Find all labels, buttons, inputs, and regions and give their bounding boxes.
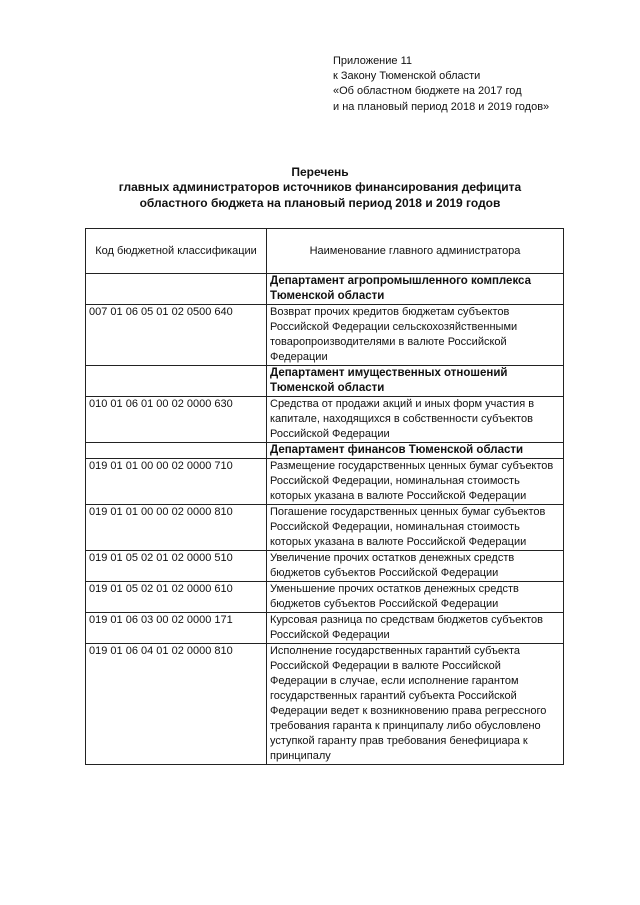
header-code: Код бюджетной классификации [86, 229, 267, 274]
table-row [86, 459, 564, 505]
appendix-note [333, 54, 549, 115]
table-row [86, 443, 564, 459]
table-row [86, 505, 564, 551]
appendix-line: Приложение 11 [333, 55, 412, 67]
appendix-line: к Закону Тюменской области [333, 70, 481, 83]
header-name: Наименование главного администратора [267, 229, 564, 274]
code-cell: 010 01 06 01 00 02 0000 630 [86, 397, 267, 443]
department-name-cell: Департамент агропромышленного комплекса Тюменской области [267, 274, 564, 305]
administrators-table [85, 228, 564, 765]
table-row [86, 274, 564, 305]
name-cell: Размещение государственных ценных бумаг субъектов Российской Федерации, номинальная стоимость которых указана в валюте Российской Федерации [267, 459, 564, 505]
code-cell: 019 01 01 00 00 02 0000 810 [86, 505, 267, 551]
table-row [86, 397, 564, 443]
code-cell: 019 01 01 00 00 02 0000 710 [86, 459, 267, 505]
name-cell: Исполнение государственных гарантий субъекта Российской Федерации в валюте Российской Федерации в случае, если исполнение гарантом государственных гарантий субъекта Российской Федерации ведет к возникновению права регрессного требования гаранта к принципалу либо обусловлено уступкой гаранту прав требования бенефициара к принципалу [267, 644, 564, 765]
document-title [0, 165, 640, 211]
code-cell: 019 01 05 02 01 02 0000 510 [86, 551, 267, 582]
table-body [86, 274, 564, 765]
name-cell: Курсовая разница по средствам бюджетов субъектов Российской Федерации [267, 613, 564, 644]
name-cell: Средства от продажи акций и иных форм участия в капитале, находящихся в собственности субъектов Российской Федерации [267, 397, 564, 443]
code-cell [86, 366, 267, 397]
table-row [86, 366, 564, 397]
title-line: главных администраторов источников финансирования дефицита [118, 180, 522, 195]
code-cell [86, 274, 267, 305]
code-cell: 019 01 06 03 00 02 0000 171 [86, 613, 267, 644]
appendix-line: и на плановый период 2018 и 2019 годов» [333, 100, 550, 113]
name-cell: Погашение государственных ценных бумаг субъектов Российской Федерации, номинальная стоимость которых указана в валюте Российской Федерации [267, 505, 564, 551]
code-cell [86, 443, 267, 459]
department-name-cell: Департамент финансов Тюменской области [267, 443, 564, 459]
table-row [86, 613, 564, 644]
department-name-cell: Департамент имущественных отношений Тюменской области [267, 366, 564, 397]
code-cell: 019 01 05 02 01 02 0000 610 [86, 582, 267, 613]
table-header-row [86, 229, 564, 274]
name-cell: Увеличение прочих остатков денежных средств бюджетов субъектов Российской Федерации [267, 551, 564, 582]
table-row [86, 644, 564, 765]
table-row [86, 305, 564, 366]
appendix-line: «Об областном бюджете на 2017 год [333, 85, 522, 98]
title-line: областного бюджета на плановый период 2018 и 2019 годов [139, 195, 501, 210]
name-cell: Возврат прочих кредитов бюджетам субъектов Российской Федерации сельскохозяйственными товаропроизводителями в валюте Российской Федерации [267, 305, 564, 366]
name-cell: Уменьшение прочих остатков денежных средств бюджетов субъектов Российской Федерации [267, 582, 564, 613]
title-line: Перечень [291, 165, 349, 179]
code-cell: 019 01 06 04 01 02 0000 810 [86, 644, 267, 765]
code-cell: 007 01 06 05 01 02 0500 640 [86, 305, 267, 366]
table-row [86, 582, 564, 613]
table-row [86, 551, 564, 582]
